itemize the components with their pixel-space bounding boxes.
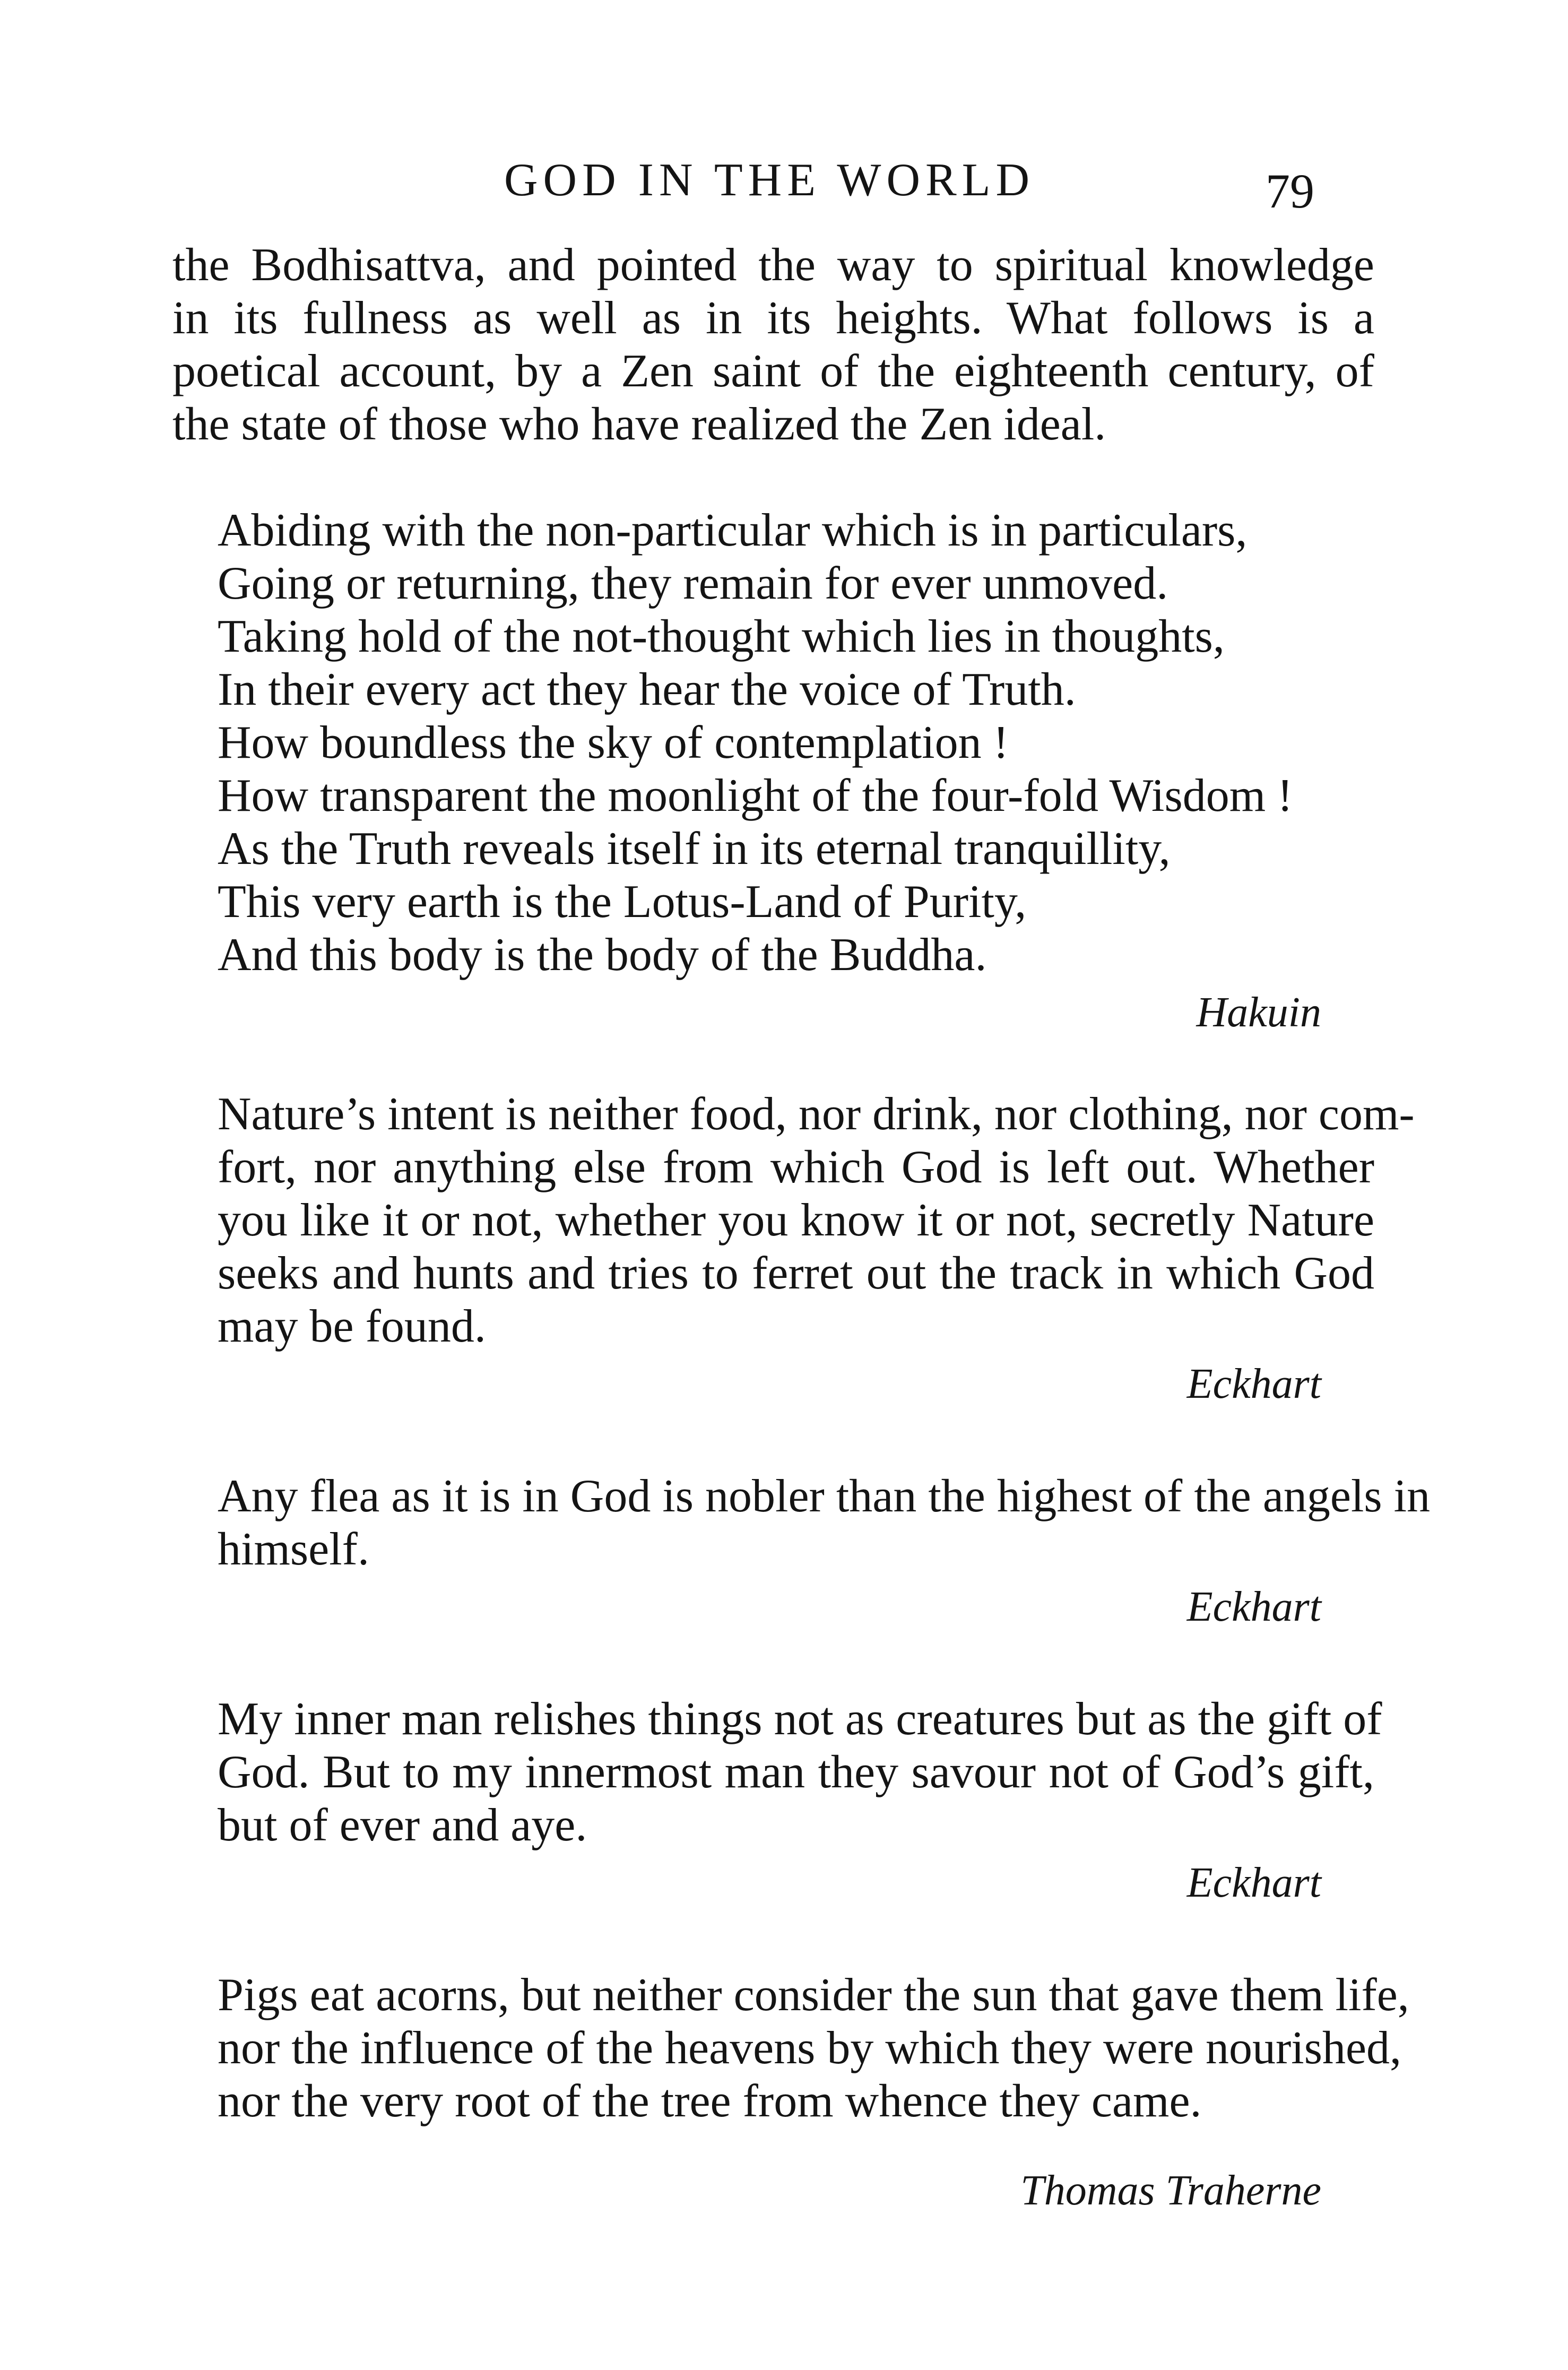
poem-line: How boundless the sky of contemplation !: [218, 717, 1009, 768]
poem-line: Taking hold of the not-thought which lies in thoughts,: [218, 611, 1225, 662]
quote-line: God. But to my innermost man they savour not of God’s gift,: [218, 1746, 1374, 1798]
quote-line: seeks and hunts and tries to ferret out the track in which God: [218, 1248, 1374, 1299]
poem-line: This very earth is the Lotus-Land of Purity,: [218, 876, 1027, 928]
poem-line: As the Truth reveals itself in its eternal tranquillity,: [218, 823, 1171, 875]
intro-line: poetical account, by a Zen saint of the eighteenth century, of: [172, 345, 1374, 397]
quote-line: fort, nor anything else from which God is left out. Whether: [218, 1141, 1374, 1193]
attribution: Eckhart: [1186, 1361, 1321, 1407]
intro-line: the Bodhisattva, and pointed the way to spiritual knowledge: [172, 239, 1374, 291]
quote-line: Pigs eat acorns, but neither consider the sun that gave them life,: [218, 1969, 1409, 2021]
quote-line: you like it or not, whether you know it or not, secretly Nature: [218, 1195, 1374, 1246]
poem-line: Going or returning, they remain for ever unmoved.: [218, 558, 1168, 609]
attribution: Thomas Traherne: [1020, 2167, 1321, 2214]
poem-line: In their every act they hear the voice of Truth.: [218, 664, 1076, 715]
quote-line: himself.: [218, 1524, 369, 1575]
quote-line: Any flea as it is in God is nobler than the highest of the angels in: [218, 1471, 1431, 1522]
running-title: GOD IN THE WORLD: [504, 154, 1035, 206]
poem-line: How transparent the moonlight of the four-fold Wisdom !: [218, 770, 1293, 821]
quote-line: may be found.: [218, 1301, 486, 1352]
quote-line: nor the influence of the heavens by which they were nourished,: [218, 2022, 1402, 2074]
poem-line: And this body is the body of the Buddha.: [218, 929, 987, 981]
quote-line: My inner man relishes things not as creatures but as the gift of: [218, 1693, 1382, 1745]
quote-line: Nature’s intent is neither food, nor drink, nor clothing, nor com-: [218, 1088, 1415, 1140]
running-head: [0, 154, 1568, 218]
intro-line: the state of those who have realized the Zen ideal.: [172, 399, 1106, 450]
page-number: 79: [1266, 164, 1314, 218]
attribution: Eckhart: [1186, 1859, 1321, 1906]
quote-line: nor the very root of the tree from whence they came.: [218, 2075, 1202, 2127]
poem-line: Abiding with the non-particular which is in particulars,: [218, 505, 1248, 556]
quote-line: but of ever and aye.: [218, 1800, 587, 1851]
attribution: Eckhart: [1186, 1584, 1321, 1630]
attribution: Hakuin: [1196, 989, 1321, 1036]
intro-line: in its fullness as well as in its heights. What follows is a: [172, 292, 1374, 344]
